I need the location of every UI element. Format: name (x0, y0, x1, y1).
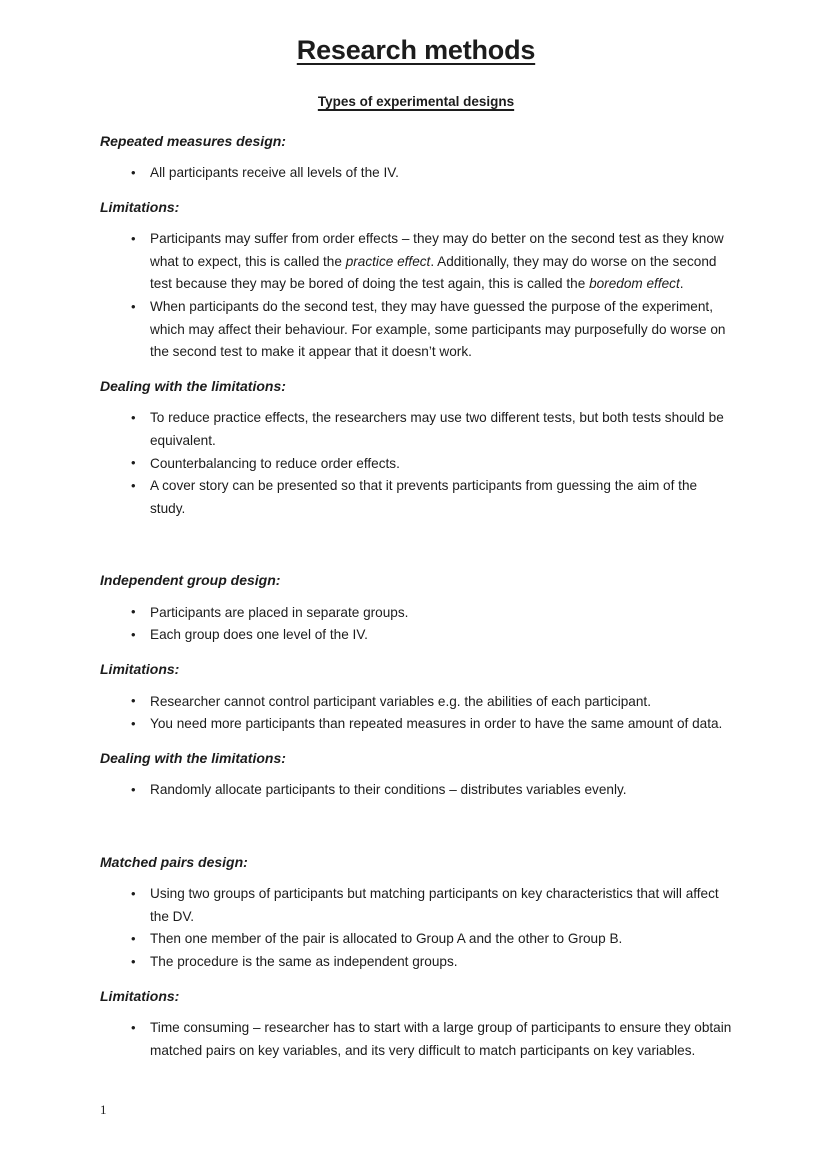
spacer (100, 736, 732, 750)
list-item: • Counterbalancing to reduce order effects. (100, 453, 732, 476)
spacer (100, 767, 732, 779)
list-item: • Time consuming – researcher has to start with a large group of participants to ensure they obtain matched pairs on key variables, and its very difficult to match participants on key variables. (100, 1017, 732, 1062)
spacer (100, 520, 732, 572)
spacer (100, 1005, 732, 1017)
list-item: • Each group does one level of the IV. (100, 624, 732, 647)
list-item: • Researcher cannot control participant variables e.g. the abilities of each participant. (100, 691, 732, 714)
section-heading-dealing-repeated: Dealing with the limitations: (100, 377, 286, 394)
spacer (100, 802, 732, 854)
page-title (100, 36, 732, 66)
bullet-list-limitations-matched (100, 1017, 732, 1062)
list-item: • Using two groups of participants but matching participants on key characteristics that will affect the DV. (100, 883, 732, 928)
page-title-text: Research methods (296, 35, 536, 65)
spacer (100, 216, 732, 228)
spacer (100, 66, 732, 94)
bullet-list-dealing-repeated (100, 407, 732, 520)
list-item: • Randomly allocate participants to their conditions – distributes variables evenly. (100, 779, 732, 802)
bullet-list-limitations-independent (100, 691, 732, 736)
list-item: • Then one member of the pair is allocated to Group A and the other to Group B. (100, 928, 732, 951)
spacer (100, 871, 732, 883)
document-subtitle-text: Types of experimental designs (317, 93, 515, 109)
spacer (100, 590, 732, 602)
section-heading-limitations-independent: Limitations: (100, 661, 180, 677)
spacer (100, 647, 732, 661)
list-item: • The procedure is the same as independent groups. (100, 951, 732, 974)
list-item: • To reduce practice effects, the researchers may use two different tests, but both tests should be equivalent. (100, 407, 732, 452)
section-heading-dealing-independent: Dealing with the limitations: (100, 749, 286, 766)
spacer (100, 364, 732, 378)
spacer (100, 150, 732, 162)
spacer (100, 109, 732, 133)
list-item: • You need more participants than repeated measures in order to have the same amount of data. (100, 713, 732, 736)
document-subtitle (100, 94, 732, 109)
list-item: • Participants may suffer from order effects – they may do better on the second test as they know what to expect, this is called the practice effect. Additionally, they may do worse on the second test because they may be bored of doing the test again, this is called the boredom effect. (100, 228, 732, 296)
bullet-list-limitations-repeated (100, 228, 732, 364)
spacer (100, 679, 732, 691)
page-number: 1 (100, 1102, 107, 1117)
section-heading-matched-pairs: Matched pairs design: (100, 853, 248, 870)
list-item: • When participants do the second test, they may have guessed the purpose of the experiment, which may affect their behaviour. For example, some participants may purposefully do worse on the second test to make it appear that it doesn’t work. (100, 296, 732, 364)
section-heading-limitations-repeated: Limitations: (100, 198, 180, 215)
spacer (100, 185, 732, 199)
section-heading-limitations-matched: Limitations: (100, 987, 180, 1004)
bullet-list-matched-pairs (100, 883, 732, 973)
section-heading-repeated-measures: Repeated measures design: (100, 132, 286, 149)
list-item: • All participants receive all levels of the IV. (100, 162, 732, 185)
bullet-list-dealing-independent (100, 779, 732, 802)
document-content (100, 36, 732, 1062)
section-heading-independent-group: Independent group design: (100, 572, 281, 589)
list-item: • A cover story can be presented so that it prevents participants from guessing the aim of the study. (100, 475, 732, 520)
bullet-list-repeated-measures (100, 162, 732, 185)
spacer (100, 974, 732, 988)
list-item: • Participants are placed in separate groups. (100, 602, 732, 625)
spacer (100, 395, 732, 407)
bullet-list-independent-group (100, 602, 732, 647)
